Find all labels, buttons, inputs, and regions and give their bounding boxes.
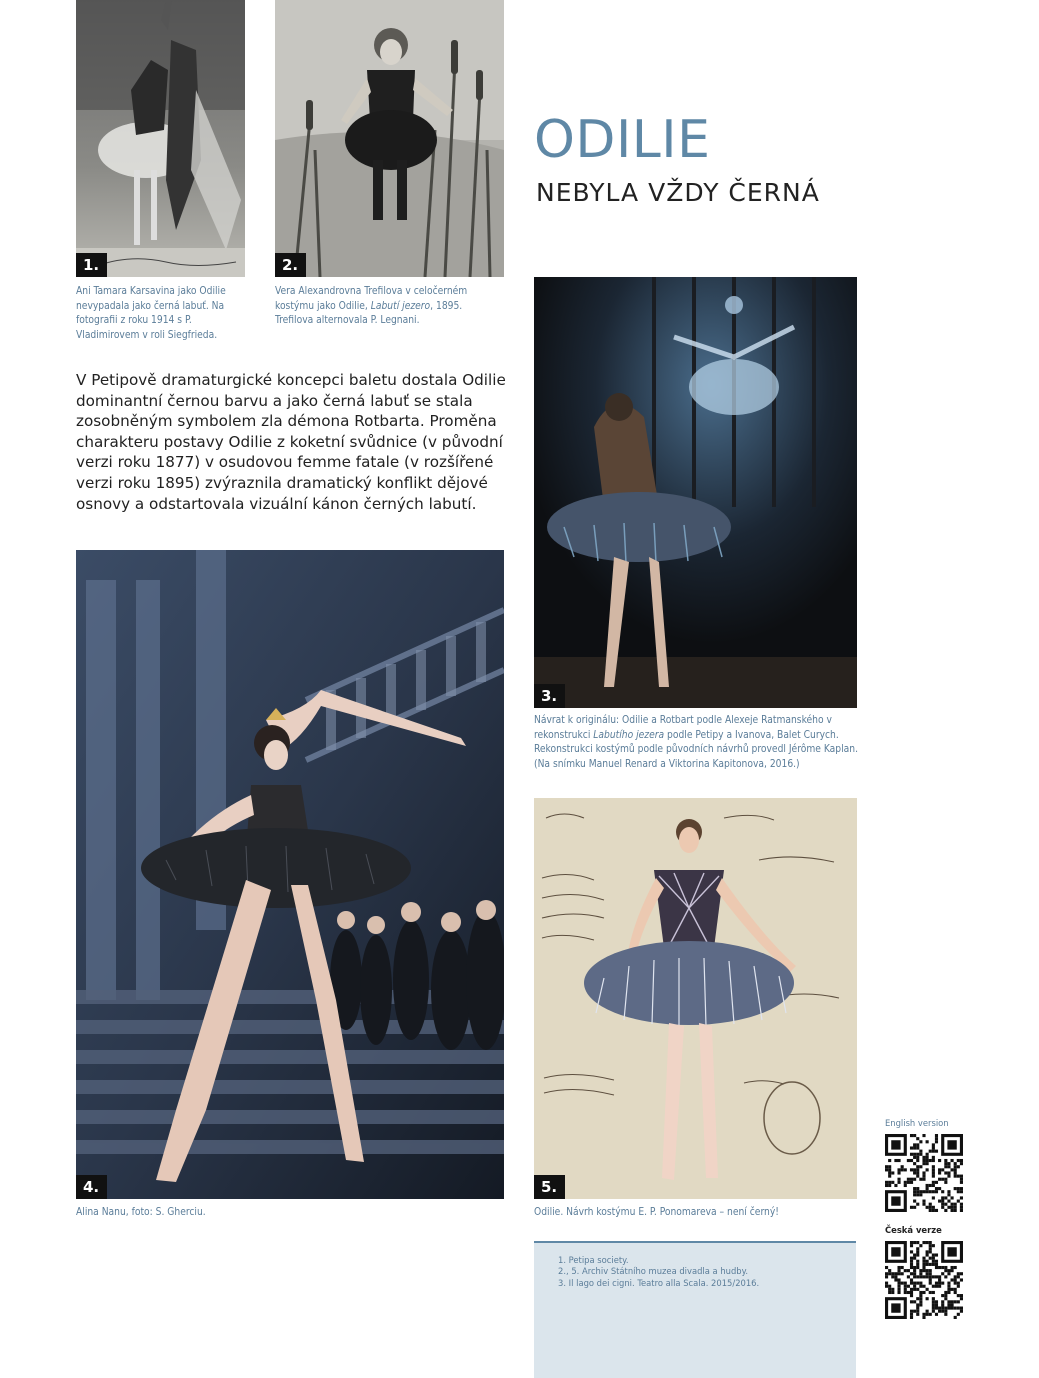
photo-2-caption	[275, 285, 490, 329]
source-item: 2., 5. Archiv Státního muzea divadla a hudby.	[558, 1266, 749, 1277]
photo-number-badge: 4.	[76, 1175, 107, 1199]
photo-3-image	[534, 277, 857, 708]
photo-2-caption-title: Labutí jezero	[370, 300, 431, 312]
page-title: ODILIE	[534, 110, 711, 170]
photo-3-caption-title: Labutího jezera	[593, 729, 665, 741]
source-item: 3. Il lago dei cigni. Teatro alla Scala. 2015/2016.	[558, 1277, 760, 1288]
photo-5-costume-design	[534, 798, 857, 1199]
photo-1-caption: Ani Tamara Karsavina jako Odilie nevypadala jako černá labuť. Na fotografii z roku 1914 s P. Vladimirovem v roli Siegfrieda.	[76, 286, 226, 341]
photo-2-caption-text: Vera Alexandrovna Trefilova v celočerném kostýmu jako Odilie,	[275, 286, 468, 312]
photo-2-trefilova	[275, 0, 504, 277]
photo-3-caption	[534, 714, 864, 772]
photo-1-karsavina	[76, 0, 245, 277]
photo-number-badge: 3.	[534, 684, 565, 708]
photo-number-badge: 5.	[534, 1175, 565, 1199]
photo-2-image	[275, 0, 504, 277]
photo-number-badge: 2.	[275, 253, 306, 277]
sources-box	[534, 1241, 856, 1378]
source-item: 1. Petipa society.	[558, 1255, 629, 1265]
photo-4-alina-nanu	[76, 550, 504, 1199]
photo-3-ratmansky	[534, 277, 857, 708]
photo-3-caption-text: Návrat k originálu: Odilie a Rotbart podle Alexeje Ratmanského v rekonstrukci	[534, 715, 832, 741]
sources-list	[546, 1255, 844, 1289]
photo-1-image	[76, 0, 245, 277]
photo-2-caption-text-end: , 1895. Trefilova alternovala P. Legnani.	[275, 300, 463, 327]
photo-5-image	[534, 798, 857, 1199]
photo-number-badge: 1.	[76, 253, 107, 277]
czech-version-label: Česká verze	[885, 1225, 942, 1235]
czech-qr-code[interactable]	[885, 1241, 963, 1319]
photo-3-caption-text-end: podle Petipy a Ivanova, Balet Curych. Rekonstrukci kostýmů podle původních návrhů provedl Jérôme Kaplan. (Na snímku Manuel Renard a Viktorina Kapitonova, 2016.)	[534, 729, 858, 770]
photo-4-caption: Alina Nanu, foto: S. Gherciu.	[76, 1207, 206, 1218]
body-paragraph: V Petipově dramaturgické koncepci baletu dostala Odilie dominantní černou barvu a jako černá labuť se stala zosobněným symbolem zla démona Rotbarta. Proměna charakteru postavy Odilie z koketní svůdnice (v původní verzi roku 1877) v osudovou femme fatale (v rozšířené verzi roku 1895) zvýraznila dramatický konflikt dějové osnovy a odstartovala vizuální kánon černých labutí.	[76, 371, 506, 513]
photo-4-image	[76, 550, 504, 1199]
english-version-label: English version	[885, 1118, 949, 1128]
english-qr-code[interactable]	[885, 1134, 963, 1212]
page-subtitle: NEBYLA VŽDY ČERNÁ	[536, 178, 820, 207]
photo-5-caption: Odilie. Návrh kostýmu E. P. Ponomareva – není černý!	[534, 1207, 779, 1218]
